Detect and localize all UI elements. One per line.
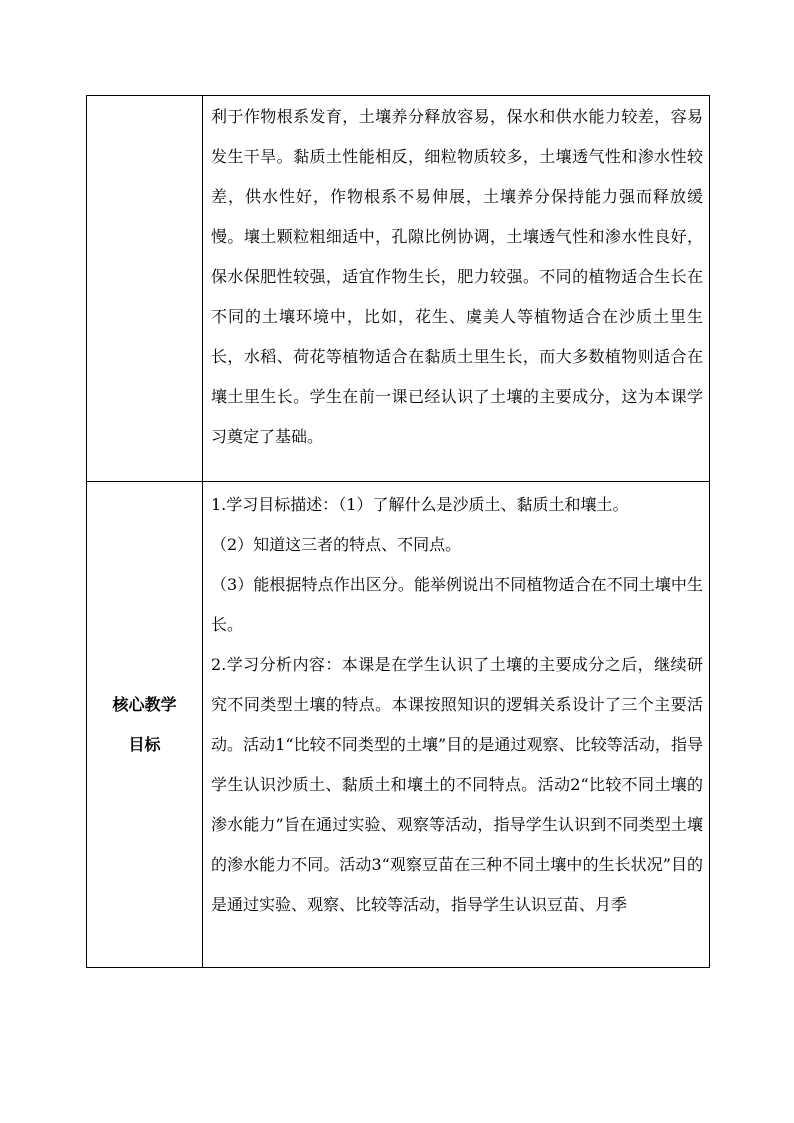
analysis-paragraph: 2.学习分析内容：本课是在学生认识了土壤的主要成分之后，继续研究不同类型土壤的特点。本课按照知识的逻辑关系设计了三个主要活动。活动1“比较不同类型的土壤”目的是通过观察、比较等活动，指导学生认识沙质土、黏质土和壤土的不同特点。活动2“比较不同土壤的渗水能力”旨在通过实验、观察等活动，指导学生认识到不同类型土壤的渗水能力不同。活动3“观察豆苗在三种不同土壤中的生长状况”目的是通过实验、观察、比较等活动，指导学生认识豆苗、月季 bbox=[211, 655, 703, 914]
objective-paragraph: （3）能根据特点作出区分。能举例说出不同植物适合在不同土壤中生长。 bbox=[211, 575, 703, 634]
core-objectives-label: 核心教学目标 bbox=[112, 694, 177, 754]
row-content-cell bbox=[203, 482, 710, 968]
row-label-cell bbox=[87, 96, 203, 482]
soil-description-text: 利于作物根系发育，土壤养分释放容易，保水和供水能力较差，容易发生干旱。黏质土性能相反，细粒物质较多，土壤透气性和渗水性较差，供水性好，作物根系不易伸展，土壤养分保持能力强而释放缓慢。壤土颗粒粗细适中，孔隙比例协调，土壤透气性和渗水性良好，保水保肥性较强，适宜作物生长，肥力较强。不同的植物适合生长在不同的土壤环境中，比如，花生、虞美人等植物适合在沙质土里生长，水稻、荷花等植物适合在黏质土里生长，而大多数植物则适合在壤土里生长。学生在前一课已经认识了土壤的主要成分，这为本课学习奠定了基础。 bbox=[211, 107, 703, 446]
table-row bbox=[87, 96, 710, 482]
objectives-content bbox=[203, 482, 709, 967]
row-label-cell bbox=[87, 482, 203, 968]
table-row bbox=[87, 482, 710, 968]
row-content-cell bbox=[203, 96, 710, 482]
objective-paragraph: （2）知道这三者的特点、不同点。 bbox=[211, 535, 462, 554]
objective-paragraph: 1.学习目标描述：（1）了解什么是沙质土、黏质土和壤土。 bbox=[211, 495, 629, 514]
content-table bbox=[86, 95, 710, 968]
